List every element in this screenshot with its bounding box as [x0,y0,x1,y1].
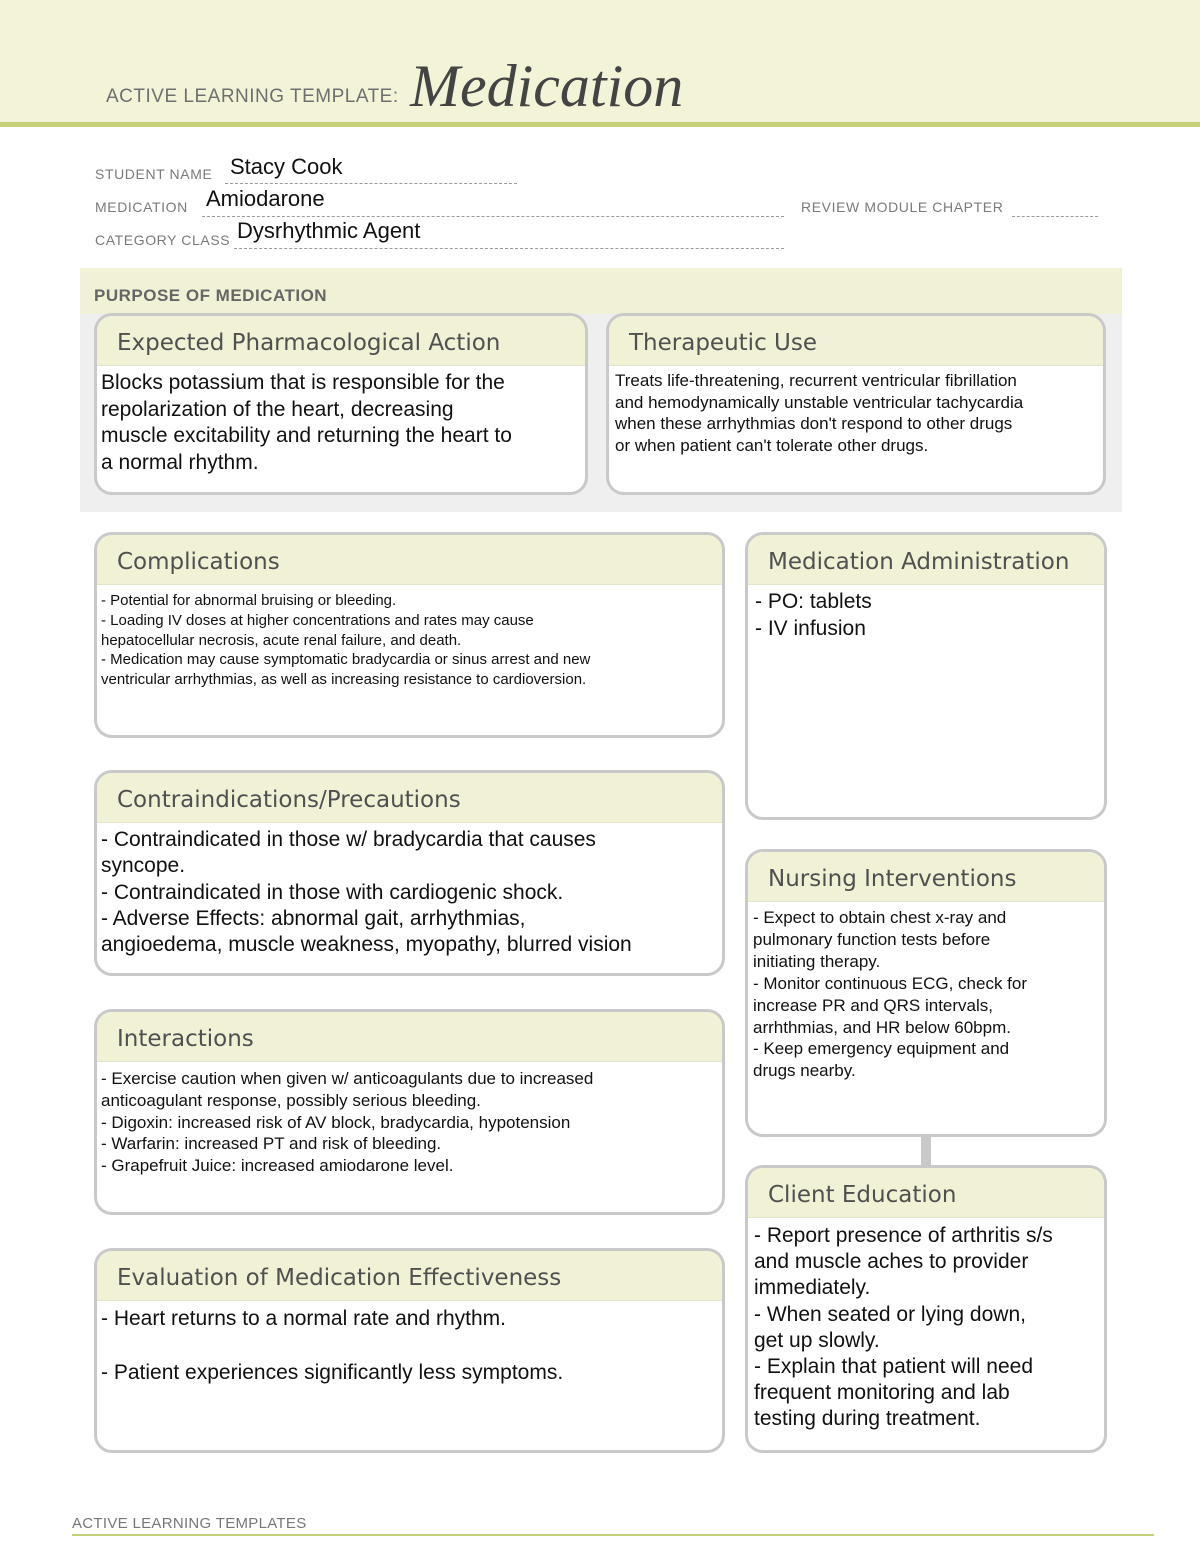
text-line: a normal rhythm. [101,450,259,474]
category-class-value: Dysrhythmic Agent [237,218,421,243]
therapeutic-use-card [606,313,1106,495]
medication-line [202,216,784,217]
text-line: when these arrhythmias don't respond to other drugs [615,414,1013,433]
text-line: - Monitor continuous ECG, check for [753,973,1028,993]
text-line: and hemodynamically unstable ventricular tachycardia [615,392,1024,412]
header-rule [0,122,1200,127]
expected-action-body [97,366,585,476]
connector-bar [921,1134,931,1166]
text-line: - Keep emergency equipment and [753,1039,1010,1059]
student-name-label: STUDENT NAME [95,166,213,182]
complications-title: Complications [97,535,722,585]
text-line: testing during treatment. [754,1407,981,1431]
text-line: syncope. [101,854,186,878]
client-education-body [748,1218,1104,1433]
footer-label: ACTIVE LEARNING TEMPLATES [72,1515,307,1532]
purpose-title: PURPOSE OF MEDICATION [94,286,328,305]
category-class-label: CATEGORY CLASS [95,232,231,248]
text-line: muscle excitability and returning the heart to [101,424,512,447]
text-line: - Exercise caution when given w/ anticoagulants due to increased [101,1069,594,1088]
text-line: arrhthmias, and HR below 60bpm. [753,1017,1011,1037]
expected-action-title: Expected Pharmacological Action [97,316,585,366]
medication-label: MEDICATION [95,199,188,215]
evaluation-card [94,1248,725,1453]
text-line: - Contraindicated in those with cardiogenic shock. [101,880,564,904]
therapeutic-use-title: Therapeutic Use [609,316,1103,366]
student-name-value: Stacy Cook [230,154,343,179]
text-line: - PO: tablets [755,590,872,613]
review-module-line [1012,216,1098,217]
contraindications-card [94,770,725,976]
review-module-label: REVIEW MODULE CHAPTER [801,199,1004,215]
expected-action-card [94,313,588,495]
text-line: hepatocellular necrosis, acute renal failure, and death. [101,631,462,649]
contraindications-body [97,823,722,958]
text-line: increase PR and QRS intervals, [753,995,993,1015]
text-line: drugs nearby. [753,1061,856,1081]
text-line: pulmonary function tests before [753,929,991,949]
text-line: or when patient can't tolerate other drugs. [615,435,929,455]
text-line: immediately. [754,1276,871,1300]
therapeutic-use-body [609,366,1103,456]
text-line: - Explain that patient will need [754,1355,1033,1379]
text-line: - When seated or lying down, [754,1302,1026,1326]
text-line: - Loading IV doses at higher concentrations and rates may cause [101,611,534,629]
text-line: ventricular arrhythmias, as well as increasing resistance to cardioversion. [101,671,587,689]
category-class-line [234,248,784,249]
text-line: - Patient experiences significantly less symptoms. [101,1360,564,1384]
text-line: anticoagulant response, possibly serious bleeding. [101,1090,481,1110]
blank-line [101,1333,716,1360]
text-line: - Potential for abnormal bruising or bleeding. [101,592,397,609]
template-label: ACTIVE LEARNING TEMPLATE: [106,86,399,107]
text-line: - Digoxin: increased risk of AV block, bradycardia, hypotension [101,1112,571,1132]
interactions-body [97,1062,722,1177]
text-line: Treats life-threatening, recurrent ventricular fibrillation [615,371,1017,390]
text-line: initiating therapy. [753,951,881,971]
text-line: - IV infusion [755,616,866,640]
contraindications-title: Contraindications/Precautions [97,773,722,823]
student-name-line [225,183,517,184]
interactions-card [94,1009,725,1215]
text-line: - Report presence of arthritis s/s [754,1224,1053,1247]
client-education-card [745,1165,1107,1453]
text-line: - Heart returns to a normal rate and rhythm. [101,1307,506,1330]
administration-body [748,585,1104,642]
text-line: - Expect to obtain chest x-ray and [753,908,1007,927]
text-line: repolarization of the heart, decreasing [101,397,454,421]
text-line: get up slowly. [754,1328,880,1352]
text-line: frequent monitoring and lab [754,1381,1010,1405]
nursing-card [745,849,1107,1137]
nursing-body [748,902,1104,1082]
text-line: - Contraindicated in those w/ bradycardia that causes [101,828,596,851]
text-line: Blocks potassium that is responsible for the [101,371,505,394]
text-line: and muscle aches to provider [754,1250,1029,1274]
nursing-title: Nursing Interventions [748,852,1104,902]
text-line: - Medication may cause symptomatic bradycardia or sinus arrest and new [101,651,591,669]
text-line: - Grapefruit Juice: increased amiodarone level. [101,1156,454,1176]
administration-card [745,532,1107,820]
text-line: - Warfarin: increased PT and risk of bleeding. [101,1134,442,1154]
interactions-title: Interactions [97,1012,722,1062]
evaluation-title: Evaluation of Medication Effectiveness [97,1251,722,1301]
text-line: angioedema, muscle weakness, myopathy, blurred vision [101,933,632,957]
medication-value: Amiodarone [206,186,325,211]
complications-card [94,532,725,738]
client-education-title: Client Education [748,1168,1104,1218]
footer-rule [72,1534,1154,1536]
text-line: - Adverse Effects: abnormal gait, arrhythmias, [101,906,526,930]
administration-title: Medication Administration [748,535,1104,585]
complications-body [97,585,722,690]
evaluation-body [97,1301,722,1386]
template-title: Medication [410,53,684,119]
